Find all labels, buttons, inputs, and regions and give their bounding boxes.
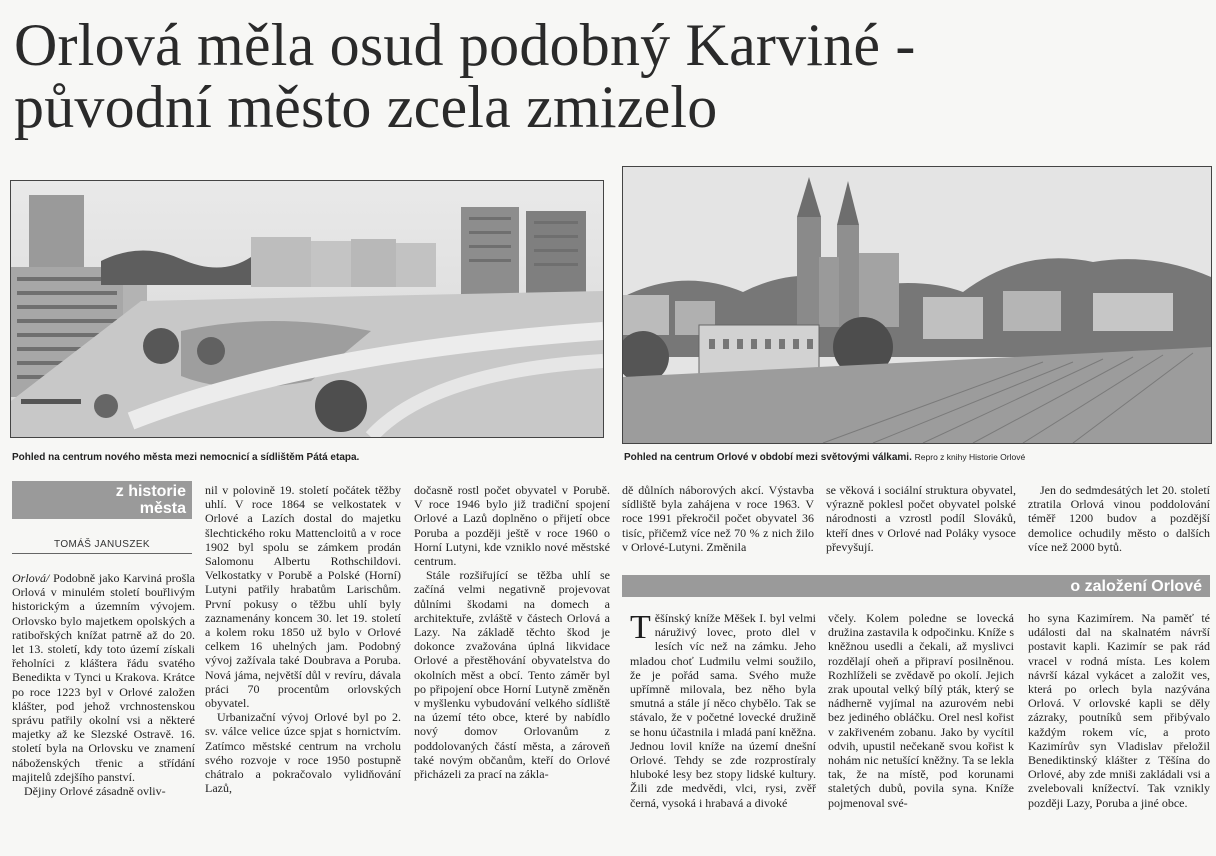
paragraph-text: ěšínský kníže Měšek I. byl velmi náruživý lovec, proto dlel v lesích víc než na zámku. Jeho mladou choť Ludmilu velmi soužilo, že je pořád sama. Svého muže upřímně milovala, bez něho byla smutná a stále jí něco chybělo. Tak se stávalo, že v početné lovecké družině se honu účastnila i mladá paní kněžna. Jednou lovil kníže na území dnešní Orlové. Tehdy se zde rozprostíraly hluboké lesy bez stopy lidské kultury. Žili zde medvědi, vlci, rysi, zvěř černá, vysoká i hrabavá a divoké xyxy=(630,611,816,810)
photo-illustration-new-town xyxy=(11,181,603,437)
section-heading-history xyxy=(12,481,192,519)
caption-text: Pohled na centrum Orlové v období mezi světovými válkami. xyxy=(624,452,912,463)
paragraph: včely. Kolem poledne se lovecká družina zastavila k odpočinku. Kníže s kněžnou usedli a čekali, až myslivci rozdělají oheň a připraví posilněnou. Rozhlíželi se zvědavě po okolí. Jejich zrak upoutal velký bílý pták, který se nádherně vyjímal na azurovém nebi bez jediného obláčku. Orel nesl kořist v zakřiveném zobanu. Jako by vycítil odvih, upustil nečekaně svou kořist k nohám nic netušící kněžny. Ta se lekla tak, že na místě, pod korunami staletých dubů, povila syna. Kníže pojmenoval své- xyxy=(828,611,1014,810)
photo-illustration-old-town xyxy=(623,167,1211,443)
dateline: Orlová/ xyxy=(12,571,50,585)
article-column-6 xyxy=(1028,483,1210,573)
paragraph: dočasně rostl počet obyvatel v Porubě. V roce 1946 bylo již tradiční spojení Orlové a Lazů doplněno o přijetí obce Poruba a později ještě v roce 1960 o Horní Lutyni, kde vzniklo nové městské centrum. xyxy=(414,483,610,569)
article-column-1 xyxy=(12,571,195,851)
author-byline: TOMÁŠ JANUSZEK xyxy=(12,539,192,554)
caption-text: Pohled na centrum nového města mezi nemocnicí a sídlištěm Pátá etapa. xyxy=(12,452,360,463)
drop-cap: T xyxy=(630,611,651,646)
photo-new-town-center xyxy=(10,180,604,438)
section-heading-founding: o založení Orlové xyxy=(622,575,1210,597)
photo-caption-left xyxy=(12,452,602,463)
section-heading-line-2: města xyxy=(139,500,186,517)
legend-column-1 xyxy=(630,611,816,851)
paragraph xyxy=(12,571,195,784)
paragraph: dě důlních náborových akcí. Výstavba sídliště byla zahájena v roce 1963. V roce 1991 překročil počet obyvatel 36 tisíc, přičemž více než 70 % z nich žilo v Orlové-Lutyni. Změnila xyxy=(622,483,814,554)
paragraph: se věková i sociální struktura obyvatel, výrazně poklesl počet obyvatel polské národnosti a vzrostl podíl Slováků, kteří dnes v Orlové nad Poláky vysoce převyšují. xyxy=(826,483,1016,554)
article-column-4 xyxy=(622,483,814,573)
article-column-5 xyxy=(826,483,1016,573)
paragraph: ho syna Kazimírem. Na paměť té události dal na skalnatém návrší postavit kapli. Kazimír se pak rád vracel v rodná místa. Les kolem návrší kázal vykácet a založit ves, která po orlech byla nazývána Orlová. V orlovské kapli se děly zázraky, poutníků sem přibývalo každým rokem víc, a proto Kazimírův syn Vladislav přeložil Benediktinský klášter z Těšína do Orlové, aby zde mniši zakládali vsi a zvelebovali knížectví. Tak vznikly později Lazy, Poruba a jiné obce. xyxy=(1028,611,1210,810)
paragraph: Jen do sedmdesátých let 20. století ztratila Orlová vinou poddolování téměř 1200 budov a pozdější demolice ochudily město o dalších více než 2000 bytů. xyxy=(1028,483,1210,554)
photo-credit: Repro z knihy Historie Orlové xyxy=(914,452,1026,462)
article-column-3 xyxy=(414,483,610,851)
paragraph-text: Podobně jako Karviná prošla Orlová v minulém století bouřlivým historickým a územním vývojem. Orlovsko bylo majetkem opolských a ratibořských knížat patrně až do 20. let 13. století, kdy toto území získali řeholníci z kláštera řádu svatého Benedikta v Tynci u Krakova. Krátce po roce 1223 byl v Orlové založen klášter, pod jehož vrchnostenskou správu patřily okolní vsi a některé majetky až ke Slezské Ostravě. 16. století byla na Orlovsku ve znamení náboženských třenic a střídání majitelů zdejšího panství. xyxy=(12,571,195,784)
paragraph: nil v polovině 19. století počátek těžby uhlí. V roce 1864 se velkostatek v Orlové a Lazích dostal do majetku šlechtického roku Mattencloitů a v roce 1902 byl spolu se zámkem prodán Salomonu Albertu Rothschildovi. Velkostatky v Porubě a Polské (Horní) Lutyni patřily hrabatům Larischům. První pokusy o těžbu uhlí byly zaznamenány koncem 30. let 19. století a kolem roku 1850 už bylo v Orlové celkem 16 uhelných jam. Podobný vývoj zažívala také Doubrava a Poruba. Nová jáma, největší důl v revíru, dávala práci 70 procentům orlovských obyvatel. xyxy=(205,483,401,711)
article-column-2 xyxy=(205,483,401,851)
paragraph: Urbanizační vývoj Orlové byl po 2. sv. válce velice úzce spjat s hornictvím. Zatímco městské centrum na vrcholu svého rozvoje v roce 1950 postupně chátralo a pokračovalo vylidňování Lazů, xyxy=(205,710,401,796)
section-heading-line-1: z historie xyxy=(115,483,186,500)
headline-line-1: Orlová měla osud podobný Karviné - xyxy=(14,12,916,78)
legend-column-3 xyxy=(1028,611,1210,851)
paragraph: Stále rozšiřující se těžba uhlí se začíná velmi negativně projevovat důlními škodami na domech a architektuře, zvláště v částech Orlová a Lazy. Na základě těchto škod je dokonce zvažována úplná likvidace Orlové a přestěhování obyvatelstva do okolních měst a obcí. Tento záměr byl po připojení obce Horní Lutyně změněn v myšlenku vybudování velkého sídliště na území této obce, které by nabídlo nový domov Orlovanům z poddolovaných částí města, a zároveň také novým občanům, kteří do Orlové přicházeli za prací na zákla- xyxy=(414,568,610,782)
paragraph xyxy=(630,611,816,810)
photo-caption-right xyxy=(624,452,1210,463)
headline-line-2: původní město zcela zmizelo xyxy=(14,74,718,140)
legend-column-2 xyxy=(828,611,1014,851)
paragraph: Dějiny Orlové zásadně ovliv- xyxy=(24,784,166,799)
photo-old-town-center xyxy=(622,166,1212,444)
headline xyxy=(14,14,1204,138)
